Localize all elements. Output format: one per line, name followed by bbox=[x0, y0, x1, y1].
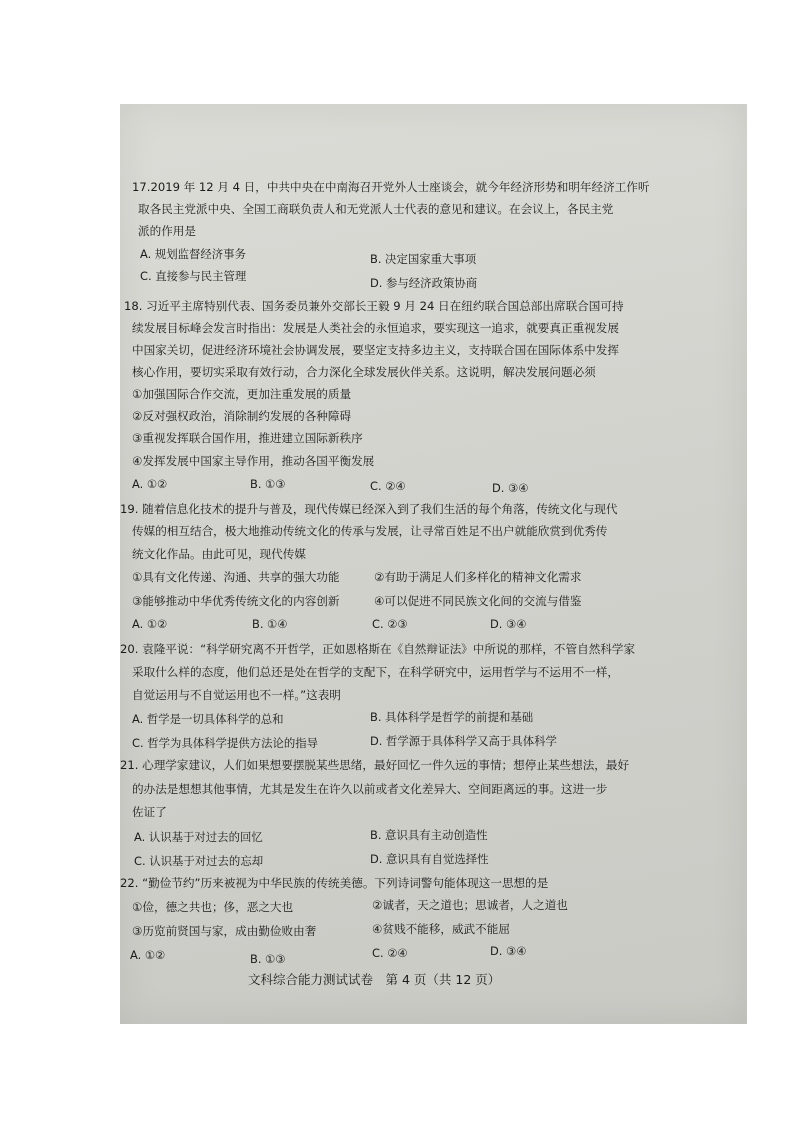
q19-option-b: B. ①④ bbox=[252, 617, 288, 631]
q18-option-d: D. ③④ bbox=[492, 481, 529, 495]
q22-option-d: D. ③④ bbox=[490, 944, 527, 958]
q22-option-b: B. ①③ bbox=[250, 952, 286, 966]
q19-stem-line1: 19. 随着信息化技术的提升与普及，现代传媒已经深入到了我们生活的每个角落，传统文化与现代 bbox=[120, 502, 618, 516]
q18-stem-line2: 续发展目标峰会发言时指出：发展是人类社会的永恒追求，要实现这一追求，就要真正重视发展 bbox=[132, 321, 619, 335]
q17-stem-line1: 17.2019 年 12 月 4 日，中共中央在中南海召开党外人士座谈会，就今年经济形势和明年经济工作听 bbox=[132, 180, 650, 194]
q21-stem-line1: 21. 心理学家建议，人们如果想要摆脱某些思绪，最好回忆一件久远的事情；想停止某些想法，最好 bbox=[120, 758, 630, 772]
q17-stem-line3: 派的作用是 bbox=[138, 224, 196, 238]
q19-statement-4: ④可以促进不同民族文化间的交流与借鉴 bbox=[374, 594, 582, 608]
q18-stem-line3: 中国家关切，促进经济环境社会协调发展，要坚定支持多边主义，支持联合国在国际体系中发挥 bbox=[132, 343, 619, 357]
q20-option-d: D. 哲学源于具体科学又高于具体科学 bbox=[370, 734, 557, 748]
q22-statement-2: ②诚者，天之道也；思诚者，人之道也 bbox=[372, 898, 568, 912]
q18-statement-2: ②反对强权政治，消除制约发展的各种障碍 bbox=[132, 409, 352, 423]
page-footer: 文科综合能力测试试卷 第 4 页（共 12 页） bbox=[248, 972, 501, 987]
q20-stem-line3: 自觉运用与不自觉运用也不一样。”这表明 bbox=[132, 688, 341, 702]
q20-stem-line1: 20. 袁隆平说：“科学研究离不开哲学，正如恩格斯在《自然辩证法》中所说的那样，不管自然科学家 bbox=[120, 642, 636, 656]
q17-option-c: C. 直接参与民主管理 bbox=[140, 269, 247, 283]
q18-statement-4: ④发挥发展中国家主导作用，推动各国平衡发展 bbox=[132, 454, 375, 468]
q20-option-b: B. 具体科学是哲学的前提和基础 bbox=[370, 710, 534, 724]
q19-stem-line3: 统文化作品。由此可见，现代传媒 bbox=[132, 547, 306, 561]
q22-stem-line1: 22. “勤俭节约”历来被视为中华民族的传统美德。下列诗词警句能体现这一思想的是 bbox=[120, 876, 549, 890]
q17-stem-line2: 取各民主党派中央、全国工商联负责人和无党派人士代表的意见和建议。在会议上，各民主党 bbox=[138, 202, 614, 216]
q22-option-a: A. ①② bbox=[130, 948, 166, 962]
q21-option-b: B. 意识具有主动创造性 bbox=[370, 828, 488, 842]
q18-statement-1: ①加强国际合作交流，更加注重发展的质量 bbox=[132, 387, 352, 401]
q19-option-c: C. ②③ bbox=[372, 617, 408, 631]
q22-option-c: C. ②④ bbox=[372, 946, 408, 960]
q21-stem-line3: 佐证了 bbox=[132, 805, 167, 819]
q19-stem-line2: 传媒的相互结合，极大地推动传统文化的传承与发展，让寻常百姓足不出户就能欣赏到优秀传 bbox=[132, 524, 608, 538]
q20-option-c: C. 哲学为具体科学提供方法论的指导 bbox=[132, 736, 319, 750]
q20-option-a: A. 哲学是一切具体科学的总和 bbox=[132, 712, 284, 726]
q19-statement-3: ③能够推动中华优秀传统文化的内容创新 bbox=[132, 594, 340, 608]
q21-stem-line2: 的办法是想想其他事情，尤其是发生在许久以前或者文化差异大、空间距离远的事。这进一步 bbox=[132, 782, 608, 796]
q21-option-a: A. 认识基于对过去的回忆 bbox=[134, 830, 263, 844]
q19-statement-1: ①具有文化传递、沟通、共享的强大功能 bbox=[132, 570, 340, 584]
q18-stem-line4: 核心作用，要切实采取有效行动，合力深化全球发展伙伴关系。这说明，解决发展问题必须 bbox=[132, 365, 596, 379]
q17-option-a: A. 规划监督经济事务 bbox=[140, 247, 246, 261]
q21-option-d: D. 意识具有自觉选择性 bbox=[370, 852, 489, 866]
q18-option-b: B. ①③ bbox=[250, 477, 286, 491]
q19-option-d: D. ③④ bbox=[490, 617, 527, 631]
q18-statement-3: ③重视发挥联合国作用，推进建立国际新秩序 bbox=[132, 431, 363, 445]
q19-statement-2: ②有助于满足人们多样化的精神文化需求 bbox=[374, 570, 582, 584]
q20-stem-line2: 采取什么样的态度，他们总还是处在哲学的支配下，在科学研究中，运用哲学与不运用不一样， bbox=[132, 665, 619, 679]
q18-option-c: C. ②④ bbox=[370, 479, 406, 493]
q21-option-c: C. 认识基于对过去的忘却 bbox=[134, 854, 264, 868]
q22-statement-3: ③历览前贤国与家，成由勤俭败由奢 bbox=[132, 924, 317, 938]
q22-statement-1: ①俭，德之共也；侈，恶之大也 bbox=[132, 900, 294, 914]
q17-option-d: D. 参与经济政策协商 bbox=[370, 276, 478, 290]
q17-option-b: B. 决定国家重大事项 bbox=[370, 252, 477, 266]
q18-option-a: A. ①② bbox=[132, 477, 168, 491]
q22-statement-4: ④贫贱不能移，威武不能屈 bbox=[372, 922, 510, 936]
exam-page-sheet bbox=[120, 104, 747, 1024]
q19-option-a: A. ①② bbox=[132, 617, 168, 631]
q18-stem-line1: 18. 习近平主席特别代表、国务委员兼外交部长王毅 9 月 24 日在纽约联合国总部出席联合国可持 bbox=[124, 299, 624, 313]
